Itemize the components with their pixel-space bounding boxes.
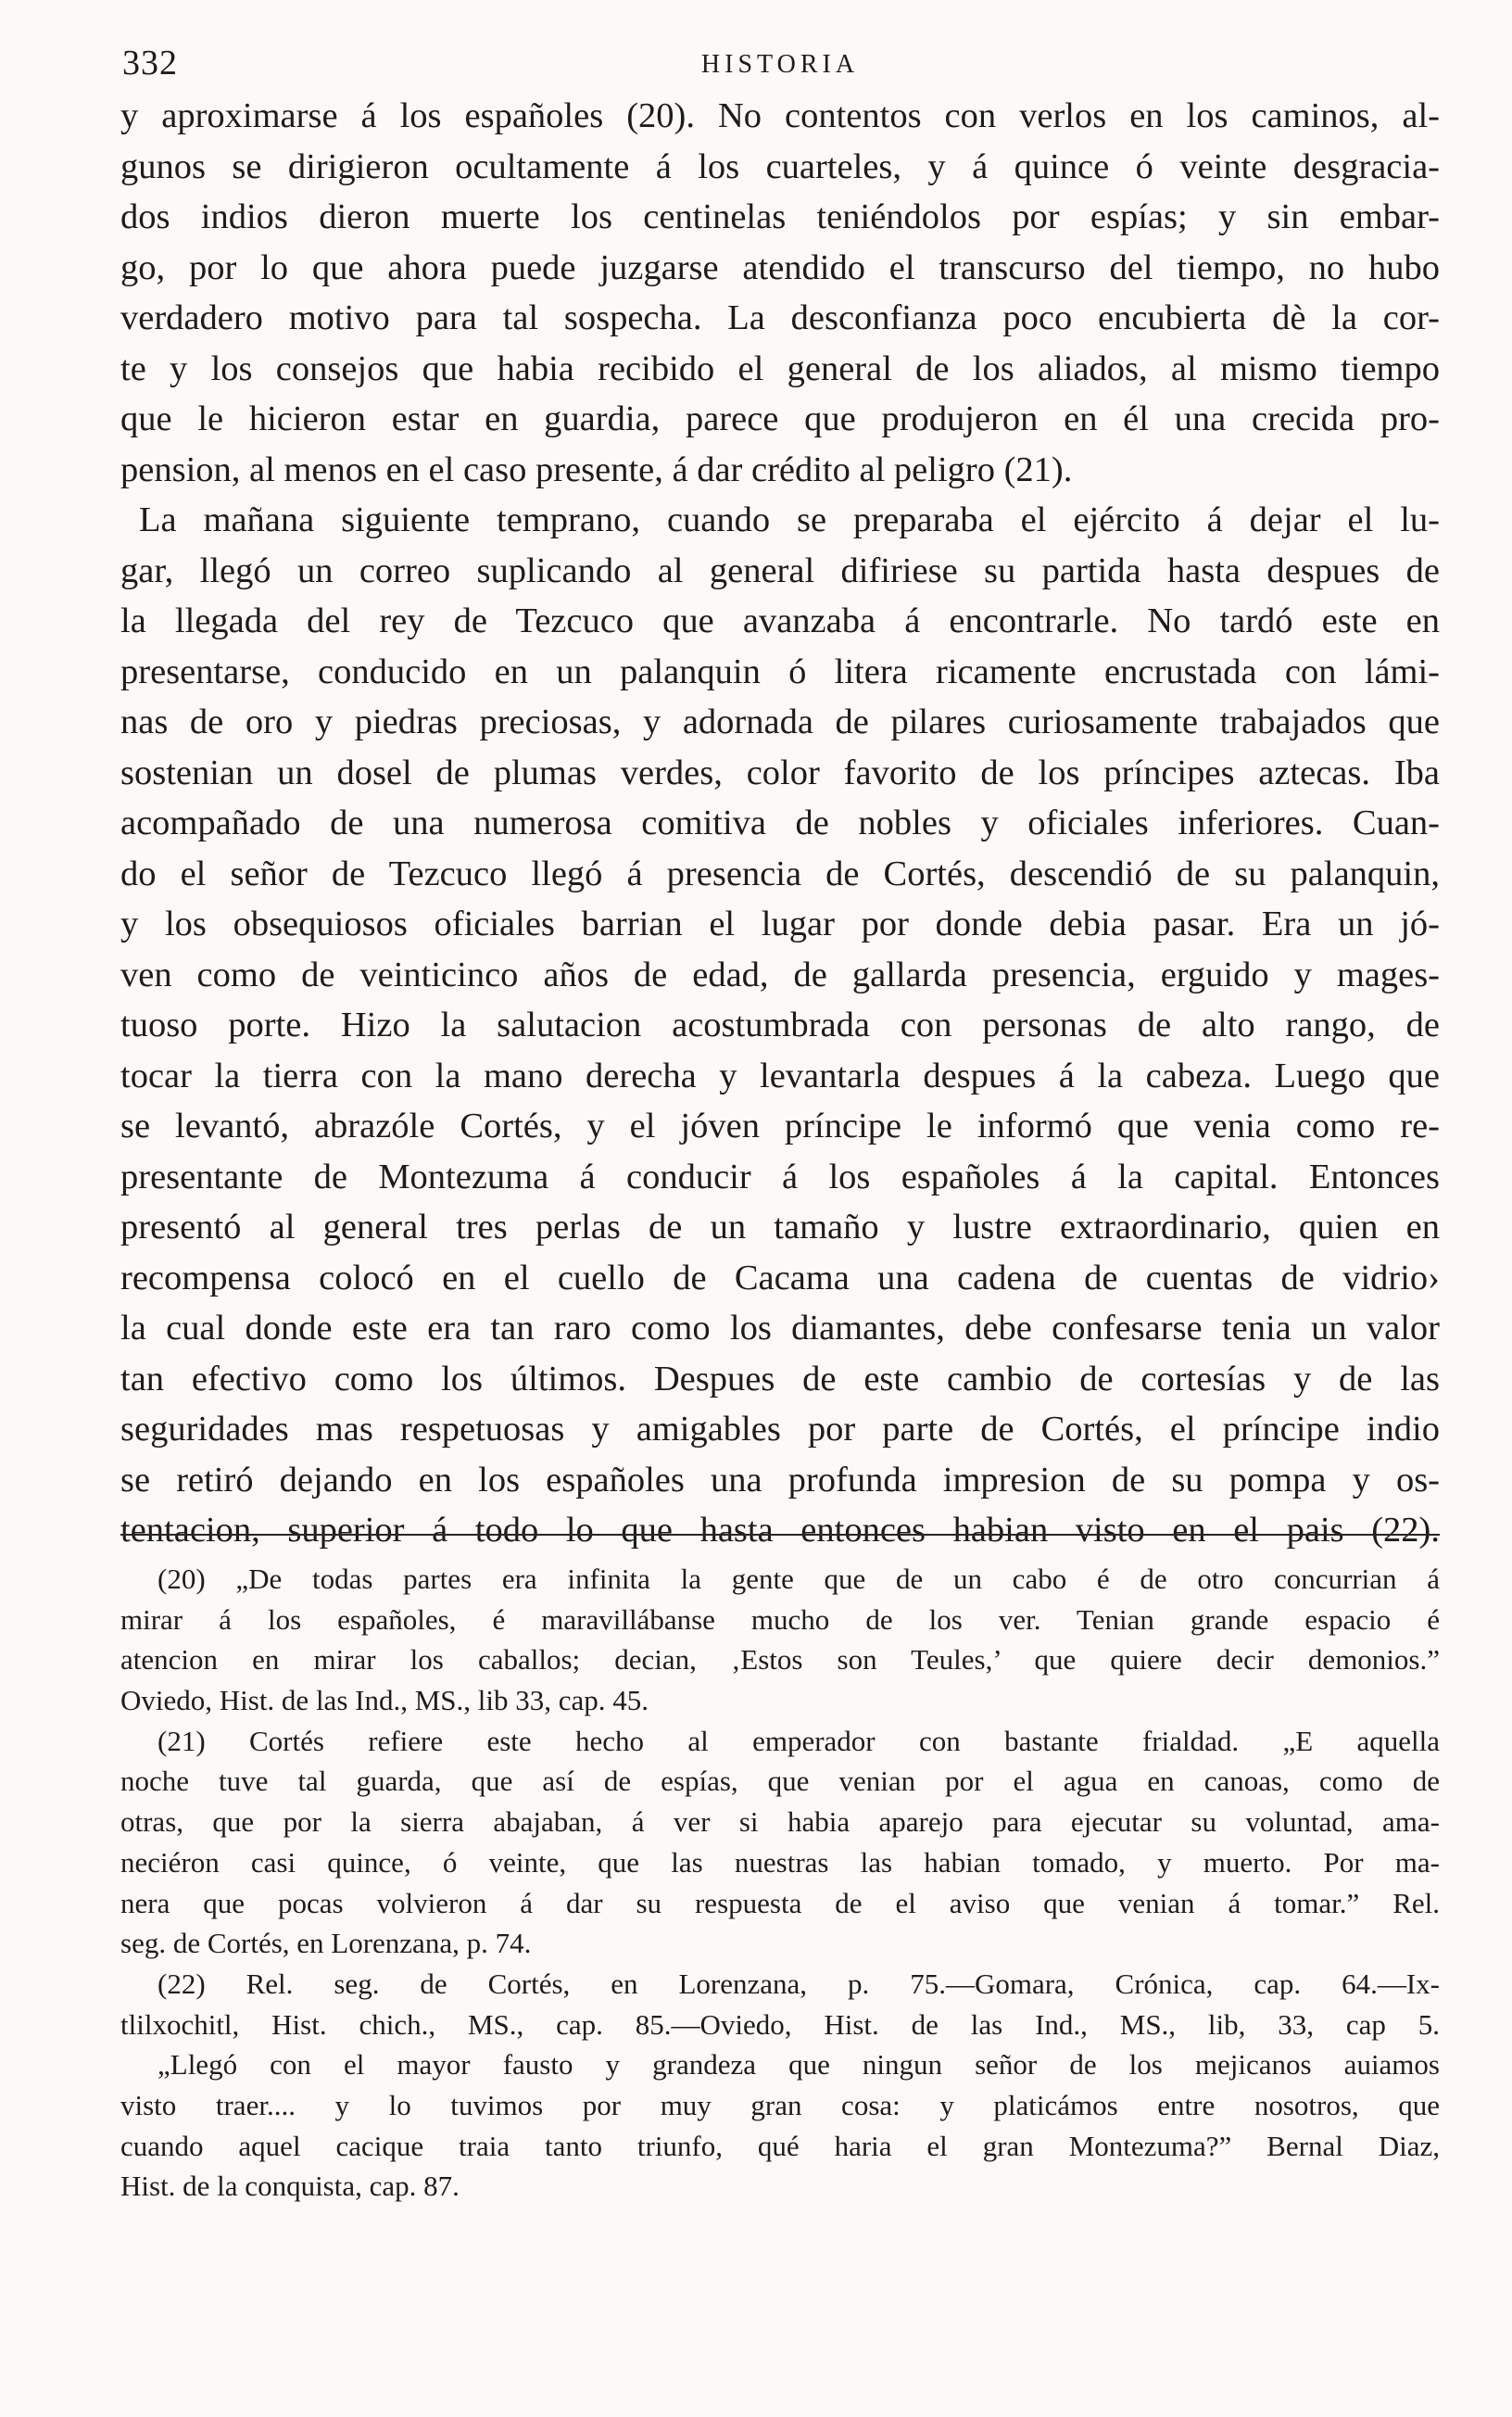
body-line: presentó al general tres perlas de un tamaño y lustre extraordinario, quien en (120, 1208, 1440, 1246)
footnote-line: (20) „De todas partes era infinita la gente que de un cabo é de otro concurrian á (158, 1563, 1440, 1595)
footnote-line: Oviedo, Hist. de las Ind., MS., lib 33, cap. 45. (120, 1684, 649, 1717)
body-line: que le hicieron estar en guardia, parece que produjeron en él una crecida pro- (120, 399, 1440, 438)
footnotes (120, 1559, 1440, 2207)
body-line: y los obsequiosos oficiales barrian el lugar por donde debia pasar. Era un jó- (120, 905, 1440, 943)
footnote-divider (120, 1534, 1440, 1536)
footnote-line: seg. de Cortés, en Lorenzana, p. 74. (120, 1927, 532, 1960)
body-line: presentante de Montezuma á conducir á los españoles á la capital. Entonces (120, 1157, 1440, 1196)
body-line: la cual donde este era tan raro como los diamantes, debe confesarse tenia un valor (120, 1309, 1440, 1348)
body-line: seguridades mas respetuosas y amigables por parte de Cortés, el príncipe indio (120, 1410, 1440, 1449)
page-header (122, 43, 1438, 89)
page-number: 332 (122, 44, 178, 82)
body-line: acompañado de una numerosa comitiva de nobles y oficiales inferiores. Cuan- (120, 804, 1440, 842)
body-line: tan efectivo como los últimos. Despues de este cambio de cortesías y de las (120, 1359, 1440, 1398)
footnote-line: Hist. de la conquista, cap. 87. (120, 2170, 460, 2203)
running-title: HISTORIA (700, 50, 860, 79)
footnote-line: mirar á los españoles, é maravillábanse mucho de los ver. Tenian grande espacio é (120, 1602, 1440, 1636)
body-line: pension, al menos en el caso presente, á dar crédito al peligro (21). (120, 449, 1073, 489)
body-line: tocar la tierra con la mano derecha y levantarla despues á la cabeza. Luego que (120, 1056, 1440, 1095)
body-line: go, por lo que ahora puede juzgarse atendido el transcurso del tiempo, no hubo (120, 247, 1440, 287)
body-line: se retiró dejando en los españoles una profunda impresion de su pompa y os- (120, 1460, 1440, 1500)
footnote-line: tlilxochitl, Hist. chich., MS., cap. 85.—Oviedo, Hist. de las Ind., MS., lib, 33, cap 5. (120, 2007, 1440, 2041)
body-line: ven como de veinticinco años de edad, de gallarda presencia, erguido y mages- (120, 955, 1440, 994)
body-line: dos indios dieron muerte los centinelas teniéndolos por espías; y sin embar- (120, 197, 1440, 236)
main-text (120, 91, 1440, 1556)
body-line: gunos se dirigieron ocultamente á los cuarteles, y á quince ó veinte desgracia- (120, 146, 1440, 186)
footnote-line: otras, que por la sierra abajaban, á ver si habia aparejo para ejecutar su voluntad, ama- (120, 1805, 1440, 1839)
footnote-line: visto traer.... y lo tuvimos por muy gran cosa: y platicámos entre nosotros, que (120, 2088, 1440, 2121)
body-line: gar, llegó un correo suplicando al general difiriese su partida hasta despues de (120, 550, 1440, 590)
footnote-line: nera que pocas volvieron á dar su respuesta de el aviso que venian á tomar.” Rel. (120, 1886, 1440, 1919)
footnote-line: neciéron casi quince, ó veinte, que las nuestras las habian tomado, y muerto. Por ma- (120, 1845, 1440, 1879)
footnote-line: (22) Rel. seg. de Cortés, en Lorenzana, p. 75.—Gomara, Crónica, cap. 64.—Ix- (158, 1967, 1440, 2000)
body-line: La mañana siguiente temprano, cuando se preparaba el ejército á dejar el lu- (139, 500, 1440, 539)
body-line: do el señor de Tezcuco llegó á presencia de Cortés, descendió de su palanquin, (120, 854, 1440, 893)
footnote-line: atencion en mirar los caballos; decian, ‚Estos son Teules,’ que quiere decir demonios.” (120, 1643, 1440, 1677)
body-line: la llegada del rey de Tezcuco que avanzaba á encontrarle. No tardó este en (120, 601, 1440, 640)
footnote-line: „Llegó con el mayor fausto y grandeza que ningun señor de los mejicanos auiamos (158, 2048, 1440, 2082)
body-line: tentacion, superior á todo lo que hasta entonces habian visto en el pais (22). (120, 1511, 1440, 1550)
body-line: recompensa colocó en el cuello de Cacama una cadena de cuentas de vidrio› (120, 1258, 1440, 1297)
footnote-line: noche tuve tal guarda, que así de espías, que venian por el agua en canoas, como de (120, 1765, 1440, 1798)
footnote-line: cuando aquel cacique traia tanto triunfo, qué haria el gran Montezuma?” Bernal Diaz, (120, 2129, 1440, 2162)
body-line: presentarse, conducido en un palanquin ó litera ricamente encrustada con lámi- (120, 652, 1440, 691)
body-line: verdadero motivo para tal sospecha. La desconfianza poco encubierta dè la cor- (120, 298, 1440, 337)
body-line: y aproximarse á los españoles (20). No contentos con verlos en los caminos, al- (120, 96, 1440, 135)
body-line: se levantó, abrazóle Cortés, y el jóven príncipe le informó que venia como re- (120, 1107, 1440, 1145)
body-line: tuoso porte. Hizo la salutacion acostumbrada con personas de alto rango, de (120, 1006, 1440, 1044)
body-line: sostenian un dosel de plumas verdes, color favorito de los príncipes aztecas. Iba (120, 753, 1440, 792)
body-line: te y los consejos que habia recibido el general de los aliados, al mismo tiempo (120, 348, 1440, 388)
body-line: nas de oro y piedras preciosas, y adornada de pilares curiosamente trabajados que (120, 702, 1440, 741)
footnote-line: (21) Cortés refiere este hecho al emperador con bastante frialdad. „E aquella (158, 1724, 1440, 1757)
